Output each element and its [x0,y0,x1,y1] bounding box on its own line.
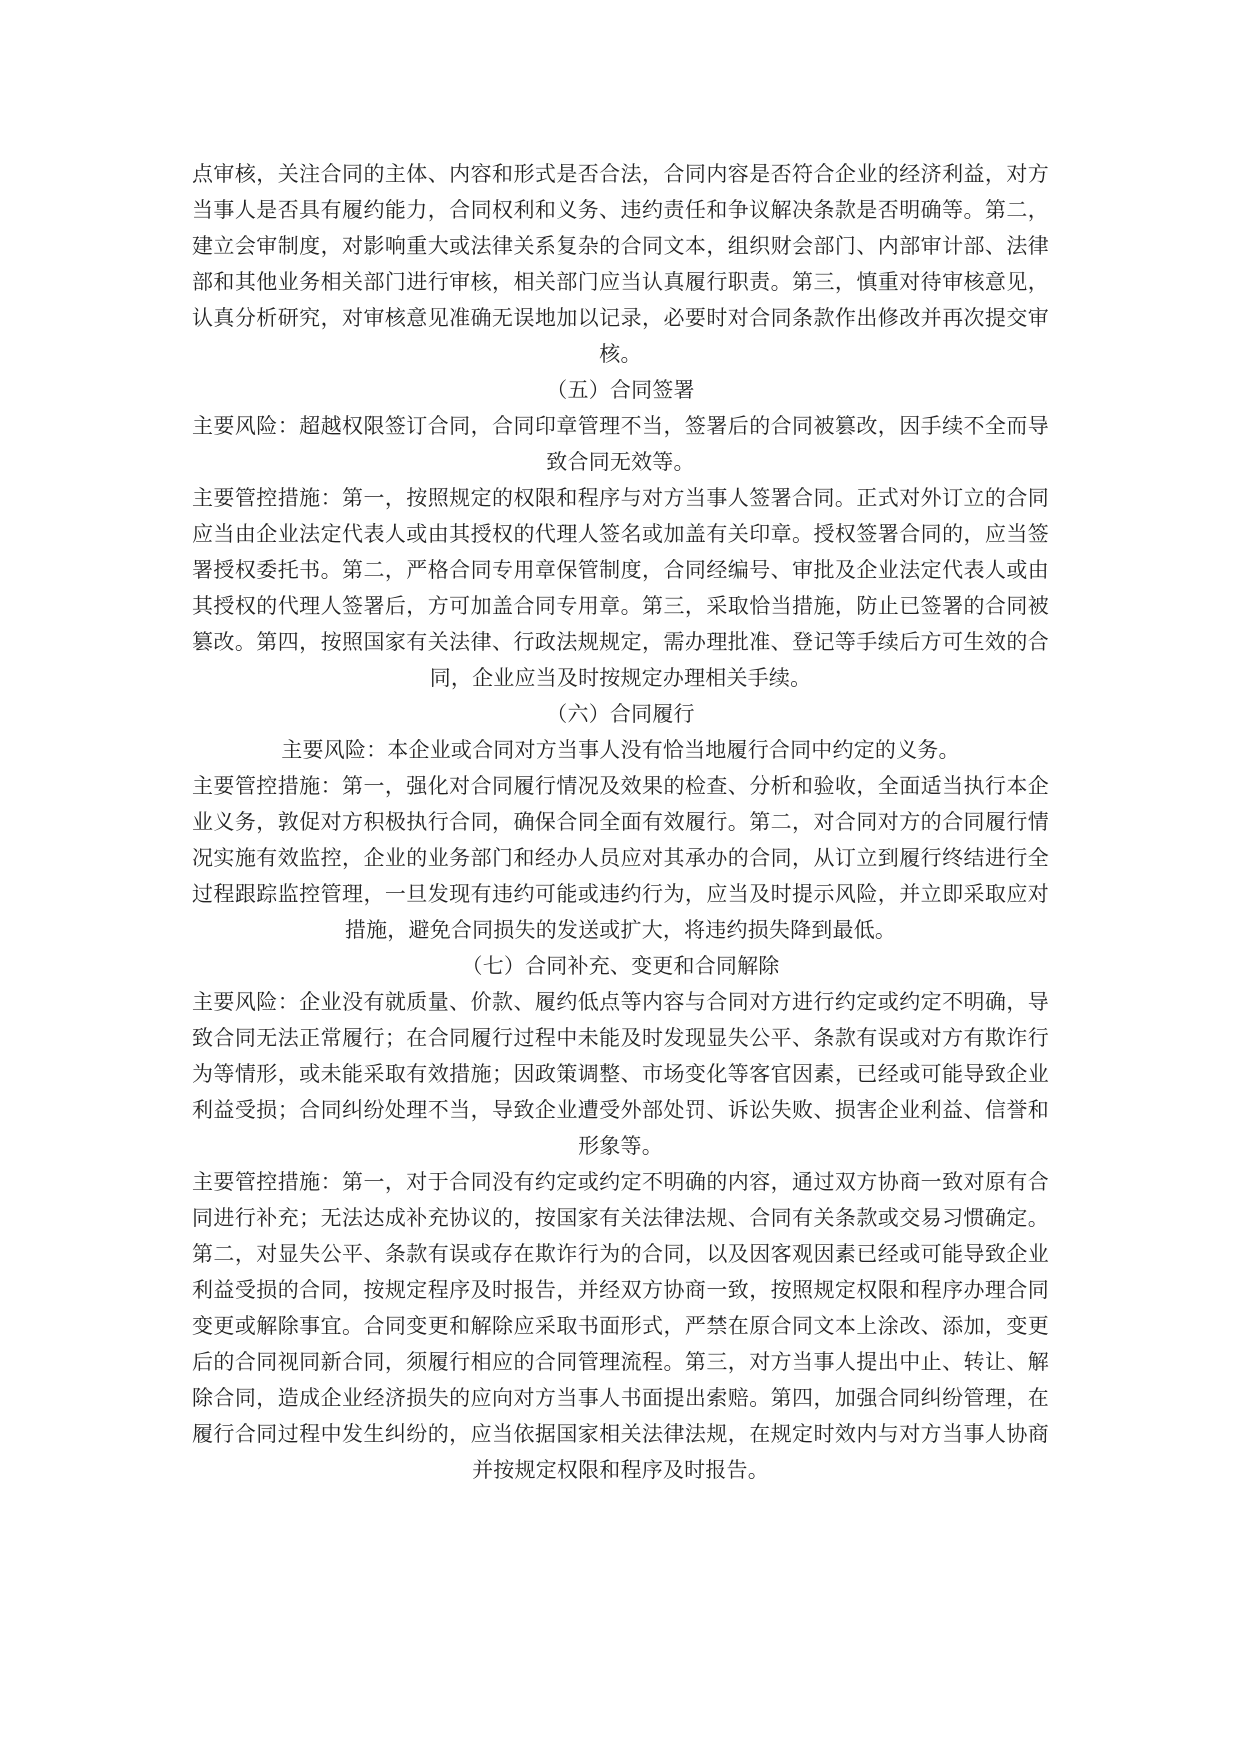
paragraph-review-measures-continued: 点审核，关注合同的主体、内容和形式是否合法，合同内容是否符合企业的经济利益，对方当事人是否具有履约能力，合同权利和义务、违约责任和争议解决条款是否明确等。第二，建立会审制度，对影响重大或法律关系复杂的合同文本，组织财会部门、内部审计部、法律部和其他业务相关部门进行审核，相关部门应当认真履行职责。第三，慎重对待审核意见，认真分析研究，对审核意见准确无误地加以记录，必要时对合同条款作出修改并再次提交审核。 [192,162,1049,366]
paragraph-amendment-measures: 主要管控措施：第一，对于合同没有约定或约定不明确的内容，通过双方协商一致对原有合同进行补充；无法达成补充协议的，按国家有关法律法规、合同有关条款或交易习惯确定。第二，对显失公平、条款有误或存在欺诈行为的合同，以及因客观因素已经或可能导致企业利益受损的合同，按规定程序及时报告，并经双方协商一致，按照规定权限和程序办理合同变更或解除事宜。合同变更和解除应采取书面形式，严禁在原合同文本上涂改、添加，变更后的合同视同新合同，须履行相应的合同管理流程。第三，对方当事人提出中止、转让、解除合同，造成企业经济损失的应向对方当事人书面提出索赔。第四，加强合同纠纷管理，在履行合同过程中发生纠纷的，应当依据国家相关法律法规，在规定时效内与对方当事人协商并按规定权限和程序及时报告。 [192,1170,1049,1482]
section-heading-contract-signing: （五）合同签署 [546,378,695,402]
paragraph-signing-measures: 主要管控措施：第一，按照规定的权限和程序与对方当事人签署合同。正式对外订立的合同应当由企业法定代表人或由其授权的代理人签名或加盖有关印章。授权签署合同的，应当签署授权委托书。第二，严格合同专用章保管制度，合同经编号、审批及企业法定代表人或由其授权的代理人签署后，方可加盖合同专用章。第三，采取恰当措施，防止已签署的合同被篡改。第四，按照国家有关法律、行政法规规定，需办理批准、登记等手续后方可生效的合同，企业应当及时按规定办理相关手续。 [192,486,1049,690]
document-page [192,156,1049,1488]
paragraph-amendment-risks: 主要风险：企业没有就质量、价款、履约低点等内容与合同对方进行约定或约定不明确，导致合同无法正常履行；在合同履行过程中未能及时发现显失公平、条款有误或对方有欺诈行为等情形，或未能采取有效措施；因政策调整、市场变化等客官因素，已经或可能导致企业利益受损；合同纠纷处理不当，导致企业遭受外部处罚、诉讼失败、损害企业利益、信誉和形象等。 [192,990,1049,1158]
paragraph-signing-risks: 主要风险：超越权限签订合同，合同印章管理不当，签署后的合同被篡改，因手续不全而导致合同无效等。 [192,414,1049,474]
section-heading-contract-performance: （六）合同履行 [546,702,695,726]
paragraph-performance-measures: 主要管控措施：第一，强化对合同履行情况及效果的检查、分析和验收，全面适当执行本企业义务，敦促对方积极执行合同，确保合同全面有效履行。第二，对合同对方的合同履行情况实施有效监控，企业的业务部门和经办人员应对其承办的合同，从订立到履行终结进行全过程跟踪监控管理，一旦发现有违约可能或违约行为，应当及时提示风险，并立即采取应对措施，避免合同损失的发送或扩大，将违约损失降到最低。 [192,774,1049,942]
paragraph-performance-risks: 主要风险：本企业或合同对方当事人没有恰当地履行合同中约定的义务。 [281,738,960,762]
section-heading-contract-amendment: （七）合同补充、变更和合同解除 [461,954,780,978]
